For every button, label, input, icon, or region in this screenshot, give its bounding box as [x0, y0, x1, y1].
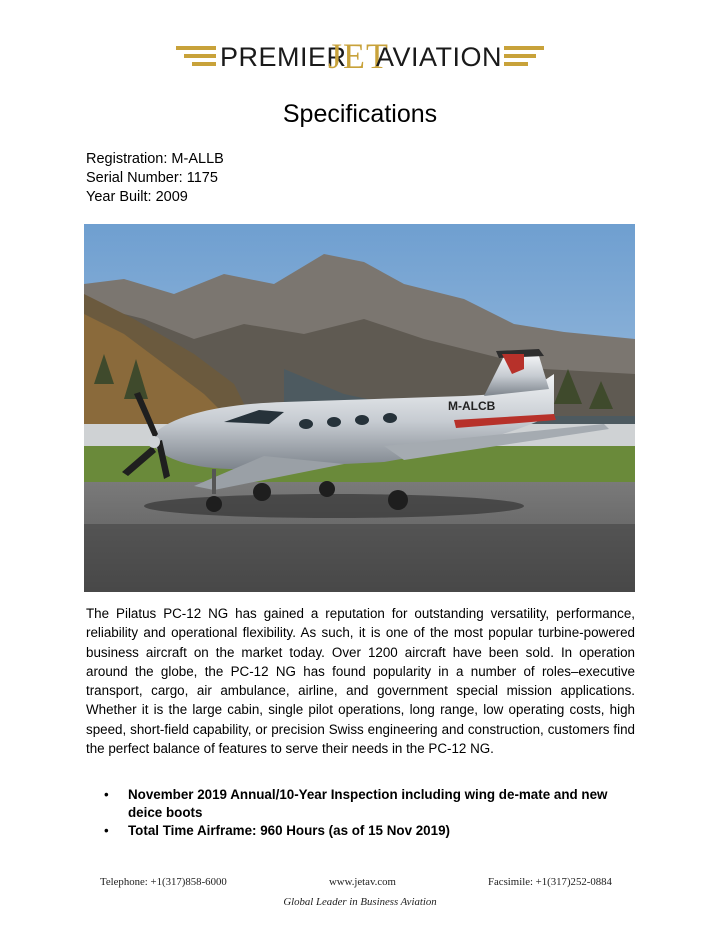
tail-registration-text: M-ALCB	[448, 399, 496, 413]
logo-text-aviation: AVIATION	[376, 42, 503, 72]
footer-facsimile: Facsimile: +1(317)252-0884	[488, 876, 612, 888]
aircraft-photo	[84, 224, 635, 592]
year-built-line: Year Built: 2009	[86, 189, 188, 205]
highlight-item: • November 2019 Annual/10-Year Inspection including wing de-mate and new deice boots	[104, 786, 634, 822]
logo-text-premier: PREMIER	[220, 42, 347, 72]
logo-text-jet: JET	[328, 36, 389, 76]
footer-tagline: Global Leader in Business Aviation	[283, 896, 437, 908]
aircraft-details	[86, 150, 224, 207]
page-title: Specifications	[282, 100, 438, 128]
logo-wing-right	[504, 46, 544, 70]
aircraft-description: The Pilatus PC-12 NG has gained a reputation for outstanding versatility, performance, reliability and operational flexibility. As such, it is one of the most popular turbine-powered business aircraft on the market today. Over 1200 aircraft have been sold. In operation around the globe, the PC-12 NG has found popularity in a number of roles–executive transport, cargo, air ambulance, airline, and government special mission applications. Whether it is the large cabin, single pilot operations, long range, low operating costs, high speed, short-field capability, or precision Swiss engineering and construction, customers find the perfect balance of features to serve their needs in the PC-12 NG.	[86, 606, 635, 757]
logo-wing-left	[176, 46, 216, 70]
company-logo	[176, 36, 544, 80]
serial-number-line: Serial Number: 1175	[86, 170, 218, 186]
highlight-item: • Total Time Airframe: 960 Hours (as of 15 Nov 2019)	[104, 822, 634, 840]
highlight-list	[104, 786, 634, 840]
footer-telephone: Telephone: +1(317)858-6000	[100, 876, 227, 888]
registration-line: Registration: M-ALLB	[86, 151, 224, 167]
footer-website-link[interactable]: www.jetav.com	[329, 876, 396, 888]
